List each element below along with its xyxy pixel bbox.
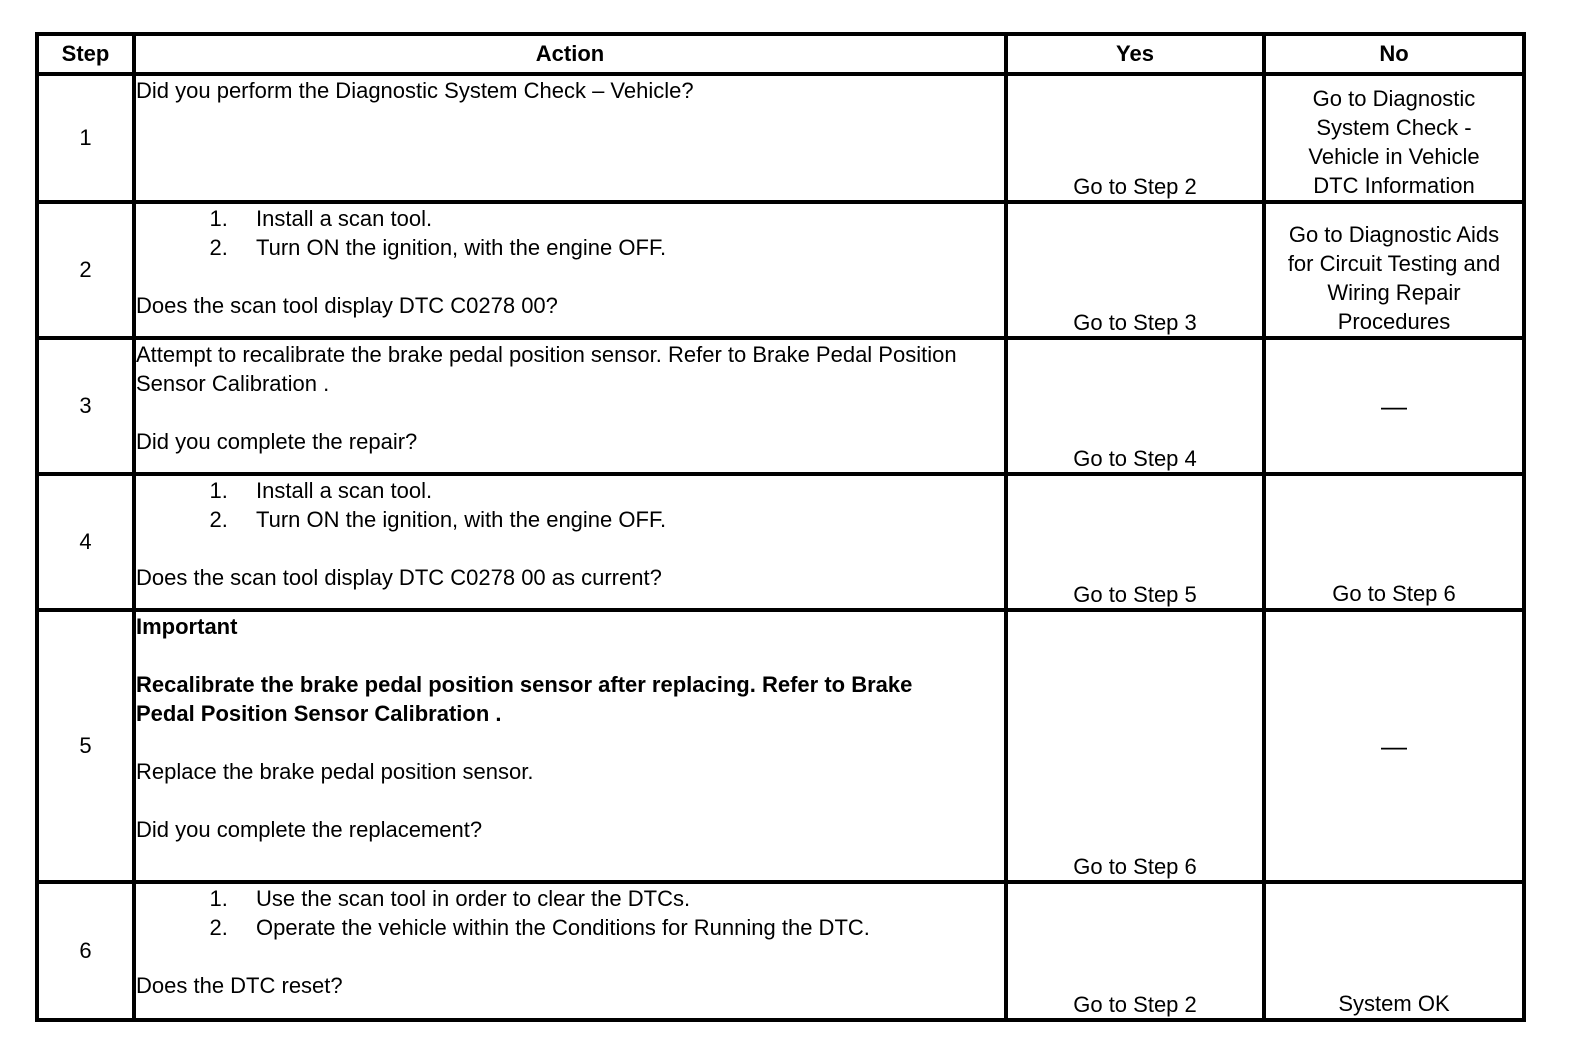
action-text: Replace the brake pedal position sensor.	[136, 759, 534, 784]
action-cell	[134, 202, 1006, 338]
action-step-list	[136, 476, 1004, 534]
step-number: 4	[37, 474, 134, 610]
table-row-step-5	[37, 610, 1524, 882]
yes-cell: Go to Step 4	[1006, 338, 1264, 474]
no-text-line: Procedures	[1337, 309, 1451, 334]
table-row-step-4	[37, 474, 1524, 610]
action-text: Attempt to recalibrate the brake pedal position sensor. Refer to Brake Pedal Position Sensor Calibration .	[136, 342, 957, 396]
action-list-item: 1. Use the scan tool in order to clear the DTCs.	[234, 884, 1004, 913]
no-cell	[1264, 202, 1524, 338]
table-row-step-1	[37, 74, 1524, 202]
yes-cell: Go to Step 3	[1006, 202, 1264, 338]
action-list-item: 2. Turn ON the ignition, with the engine OFF.	[234, 233, 1004, 262]
no-text-line: System Check -	[1316, 115, 1472, 140]
action-text: Did you perform the Diagnostic System Check – Vehicle?	[136, 78, 694, 103]
no-text-line: Go to Diagnostic Aids	[1288, 222, 1500, 247]
header-action: Action	[134, 34, 1006, 74]
no-cell	[1264, 74, 1524, 202]
no-cell: System OK	[1264, 882, 1524, 1020]
no-text-line: Go to Diagnostic	[1312, 86, 1476, 111]
yes-cell: Go to Step 2	[1006, 882, 1264, 1020]
no-cell: Go to Step 6	[1264, 474, 1524, 610]
action-cell	[134, 338, 1006, 474]
important-note: Recalibrate the brake pedal position sensor after replacing. Refer to Brake Pedal Position Sensor Calibration .	[136, 672, 913, 726]
important-label: Important	[136, 614, 238, 639]
action-cell	[134, 74, 1006, 202]
step-number: 1	[37, 74, 134, 202]
no-text-line: DTC Information	[1313, 173, 1475, 198]
action-list-item: 2. Turn ON the ignition, with the engine OFF.	[234, 505, 1004, 534]
action-cell	[134, 882, 1006, 1020]
header-step: Step	[37, 34, 134, 74]
no-text-line: Wiring Repair	[1327, 280, 1461, 305]
no-cell-dash: —	[1264, 338, 1524, 474]
action-question: Does the scan tool display DTC C0278 00 as current?	[136, 565, 662, 590]
header-row	[37, 34, 1524, 74]
action-question: Does the scan tool display DTC C0278 00?	[136, 293, 558, 318]
action-cell	[134, 474, 1006, 610]
step-number: 3	[37, 338, 134, 474]
step-number: 6	[37, 882, 134, 1020]
table-row-step-3	[37, 338, 1524, 474]
no-text-line: Vehicle in Vehicle	[1308, 144, 1480, 169]
table-row-step-2	[37, 202, 1524, 338]
yes-cell: Go to Step 5	[1006, 474, 1264, 610]
header-yes: Yes	[1006, 34, 1264, 74]
action-list-item: 2. Operate the vehicle within the Conditions for Running the DTC.	[234, 913, 1004, 942]
action-cell	[134, 610, 1006, 882]
table-row-step-6	[37, 882, 1524, 1020]
header-no: No	[1264, 34, 1524, 74]
no-text-line: for Circuit Testing and	[1287, 251, 1501, 276]
action-list-item: 1. Install a scan tool.	[234, 204, 1004, 233]
action-list-item: 1. Install a scan tool.	[234, 476, 1004, 505]
action-question: Did you complete the repair?	[136, 429, 418, 454]
yes-cell: Go to Step 2	[1006, 74, 1264, 202]
yes-cell: Go to Step 6	[1006, 610, 1264, 882]
action-question: Did you complete the replacement?	[136, 817, 483, 842]
no-cell-dash: —	[1264, 610, 1524, 882]
step-number: 2	[37, 202, 134, 338]
diagnostic-table	[35, 32, 1526, 1022]
action-question: Does the DTC reset?	[136, 973, 343, 998]
action-step-list	[136, 884, 1004, 942]
action-step-list	[136, 204, 1004, 262]
step-number: 5	[37, 610, 134, 882]
